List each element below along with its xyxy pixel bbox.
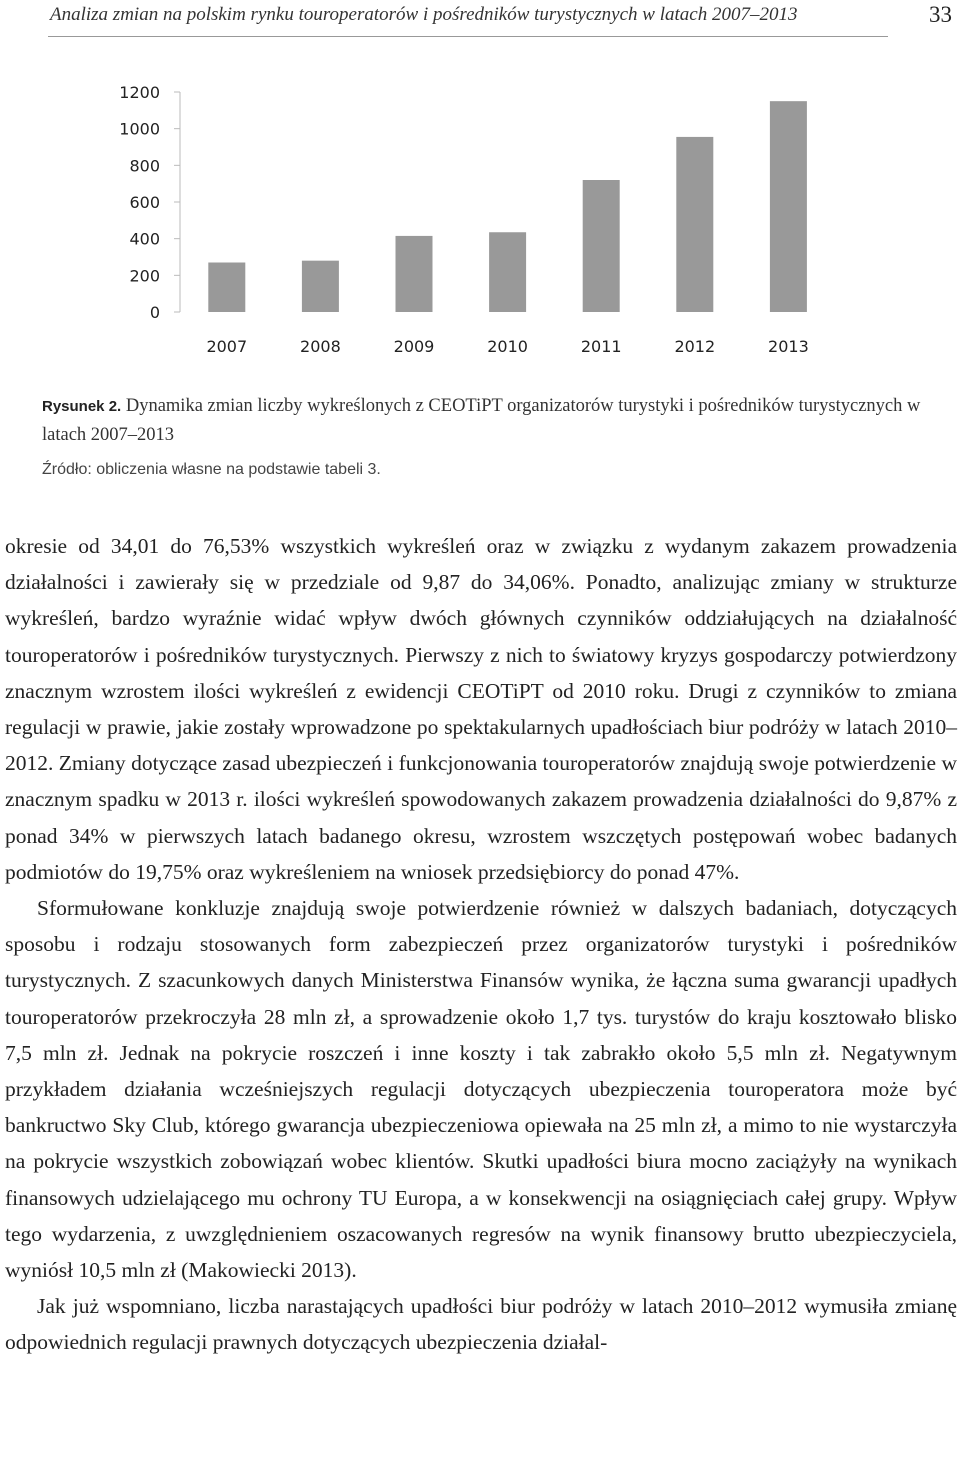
- x-tick-label: 2010: [487, 337, 528, 356]
- x-tick-label: 2012: [674, 337, 716, 356]
- paragraph: Sformułowane konkluzje znajdują swoje potwierdzenie również w dalszych badaniach, dotyczących sposobu i rodzaju stosowanych form zabezpieczeń przez organizatorów turystyki i pośredników turystycznych. Z szacunkowych danych Ministerstwa Finansów wynika, że łączna suma gwarancji upadłych touroperatorów przekroczyła 28 mln zł, a sprowadzenie około 1,7 tys. turystów do kraju kosztowało blisko 7,5 mln zł. Jednak na pokrycie roszczeń i inne koszty i tak zabrakło około 5,5 mln zł. Negatywnym przykładem działania wcześniejszych regulacji dotyczących ubezpieczenia touroperatora może być bankructwo Sky Club, którego gwarancja ubezpieczeniowa opiewała na 25 mln zł, a mimo to nie wystarczyła na pokrycie wszystkich zobowiązań wobec klientów. Skutki upadłości biura mocno zaciążyły na wynikach finansowych udzielającego mu ochrony TU Europa, a w konsekwencji na osiągnięciach całej grupy. Wpływ tego wydarzenia, z uwzględnieniem oszacowanych regresów na wynik finansowy brutto ubezpieczyciela, wyniósł 10,5 mln zł (Makowiecki 2013).: [5, 896, 957, 1283]
- body-text: [5, 528, 957, 1361]
- y-tick-label: 0: [149, 303, 160, 322]
- bar-2013: [770, 101, 807, 312]
- bar-chart: [0, 70, 960, 370]
- y-tick-label: 600: [129, 193, 160, 212]
- bars: [208, 101, 807, 312]
- bar-2009: [396, 236, 433, 312]
- x-tick-label: 2008: [300, 337, 341, 356]
- bar-2007: [208, 263, 245, 313]
- running-title: Analiza zmian na polskim rynku touroperatorów i pośredników turystycznych w latach 2007–2013: [50, 4, 798, 25]
- y-tick-label: 1200: [119, 83, 160, 102]
- x-tick-label: 2009: [393, 337, 435, 356]
- y-tick-label: 400: [129, 229, 160, 249]
- y-tick-label: 200: [129, 266, 160, 286]
- paragraph: okresie od 34,01 do 76,53% wszystkich wykreśleń oraz w związku z wydanym zakazem prowadzenia działalności i zawierały się w przedziale od 9,87 do 34,06%. Ponadto, analizując zmiany w strukturze wykreśleń, bardzo wyraźnie widać wpływ dwóch głównych czynników oddziałujących na działalność touroperatorów i pośredników turystycznych. Pierwszy z nich to światowy kryzys gospodarczy potwierdzony znacznym wzrostem ilości wykreśleń z ewidencji CEOTiPT od 2010 roku. Drugi z czynników to zmiana regulacji w prawie, jakie zostały wprowadzone po spektakularnych upadłościach biur podróży w latach 2010–2012. Zmiany dotyczące zasad ubezpieczeń i funkcjonowania touroperatorów znajdują swoje potwierdzenie w znacznym spadku w 2013 r. ilości wykreśleń spowodowanych zakazem prowadzenia działalności do 9,87% z ponad 34% w pierwszych latach badanego okresu, wzrostem wszczętych postępowań wobec badanych podmiotów do 19,75% oraz wykreśleniem na wniosek przedsiębiorcy do ponad 47%.: [5, 534, 957, 884]
- y-tick-label: 800: [129, 156, 160, 176]
- bar-2008: [302, 261, 339, 312]
- page-header: [0, 0, 960, 40]
- x-tick-label: 2011: [580, 337, 622, 356]
- header-rule: [48, 36, 888, 37]
- x-axis: [206, 337, 808, 356]
- page-number: 33: [929, 2, 952, 27]
- bar-2010: [489, 232, 526, 312]
- figure-source: Źródło: obliczenia własne na podstawie tabeli 3.: [42, 461, 381, 478]
- y-tick-label: 1000: [119, 119, 160, 139]
- figure-caption: [42, 392, 922, 449]
- bar-2012: [676, 137, 713, 312]
- bar-2011: [583, 180, 620, 312]
- figure-caption-text: Dynamika zmian liczby wykreślonych z CEOTiPT organizatorów turystyki i pośredników turystycznych w latach 2007–2013: [42, 396, 921, 445]
- x-tick-label: 2007: [206, 337, 248, 356]
- figure-label: Rysunek 2.: [42, 398, 122, 415]
- x-tick-label: 2013: [768, 337, 809, 356]
- paragraph: Jak już wspomniano, liczba narastających upadłości biur podróży w latach 2010–2012 wymusiła zmianę odpowiednich regulacji prawnych dotyczących ubezpieczenia działal-: [5, 1294, 957, 1355]
- y-axis: [119, 83, 180, 322]
